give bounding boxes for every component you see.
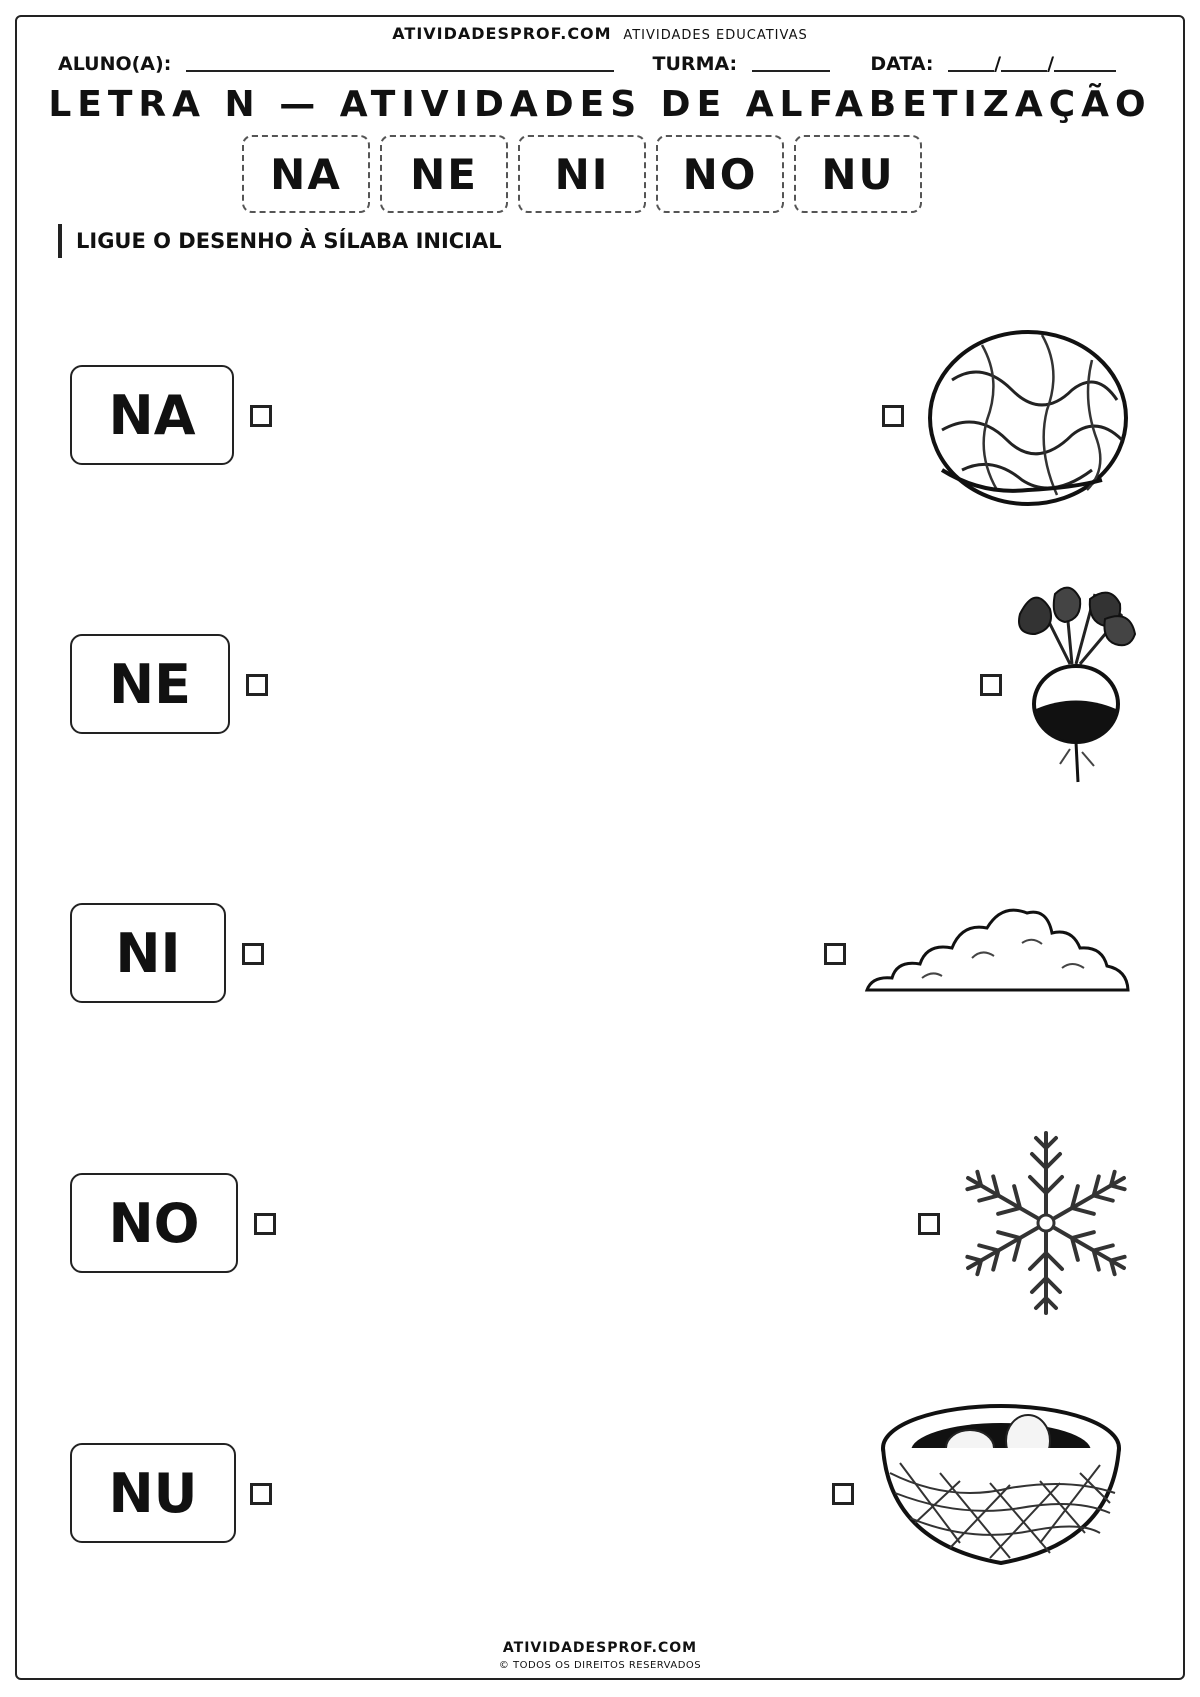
syllable-card: NO — [70, 1173, 238, 1273]
match-row — [0, 1443, 1200, 1553]
syllable-card: NU — [70, 1443, 236, 1543]
right-dot[interactable] — [918, 1213, 940, 1235]
class-label: TURMA: — [652, 53, 738, 75]
date-label: DATA: — [870, 53, 934, 75]
student-name-line[interactable] — [186, 52, 614, 72]
student-label: ALUNO(A): — [58, 53, 172, 75]
date-day-line[interactable] — [948, 52, 994, 72]
nest-icon — [870, 1393, 1132, 1571]
left-dot[interactable] — [250, 405, 272, 427]
match-row — [0, 634, 1200, 744]
syllable-box: NE — [380, 135, 508, 213]
syllable-box: NO — [656, 135, 784, 213]
cloud-icon — [862, 898, 1134, 1008]
turnip-icon — [1010, 584, 1140, 784]
right-dot[interactable] — [882, 405, 904, 427]
left-dot[interactable] — [246, 674, 268, 696]
date-month-line[interactable] — [1001, 52, 1047, 72]
left-dot[interactable] — [242, 943, 264, 965]
right-dot[interactable] — [980, 674, 1002, 696]
site-name: ATIVIDADESPROF.COM — [392, 24, 612, 43]
syllable-card: NI — [70, 903, 226, 1003]
date-separator: / — [1047, 53, 1055, 75]
footer-site: ATIVIDADESPROF.COM — [502, 1640, 698, 1656]
syllable-bar — [242, 135, 922, 213]
syllable-card: NA — [70, 365, 234, 465]
syllable-box: NA — [242, 135, 370, 213]
site-header — [0, 24, 1200, 43]
snowflake-icon — [955, 1125, 1137, 1321]
match-row — [0, 903, 1200, 1013]
instruction-text: LIGUE O DESENHO À SÍLABA INICIAL — [58, 224, 502, 258]
syllable-card: NE — [70, 634, 230, 734]
match-row — [0, 1173, 1200, 1283]
syllable-box: NI — [518, 135, 646, 213]
footer-copyright: © TODOS OS DIREITOS RESERVADOS — [498, 1660, 702, 1671]
class-line[interactable] — [752, 52, 830, 72]
left-dot[interactable] — [254, 1213, 276, 1235]
site-tagline: ATIVIDADES EDUCATIVAS — [623, 28, 808, 43]
walnut-icon — [922, 320, 1134, 512]
match-row — [0, 365, 1200, 475]
date-separator: / — [994, 53, 1002, 75]
student-fields — [58, 52, 1116, 75]
syllable-box: NU — [794, 135, 922, 213]
right-dot[interactable] — [832, 1483, 854, 1505]
date-year-line[interactable] — [1054, 52, 1116, 72]
right-dot[interactable] — [824, 943, 846, 965]
left-dot[interactable] — [250, 1483, 272, 1505]
page-title: LETRA N — ATIVIDADES DE ALFABETIZAÇÃO — [48, 84, 1152, 125]
